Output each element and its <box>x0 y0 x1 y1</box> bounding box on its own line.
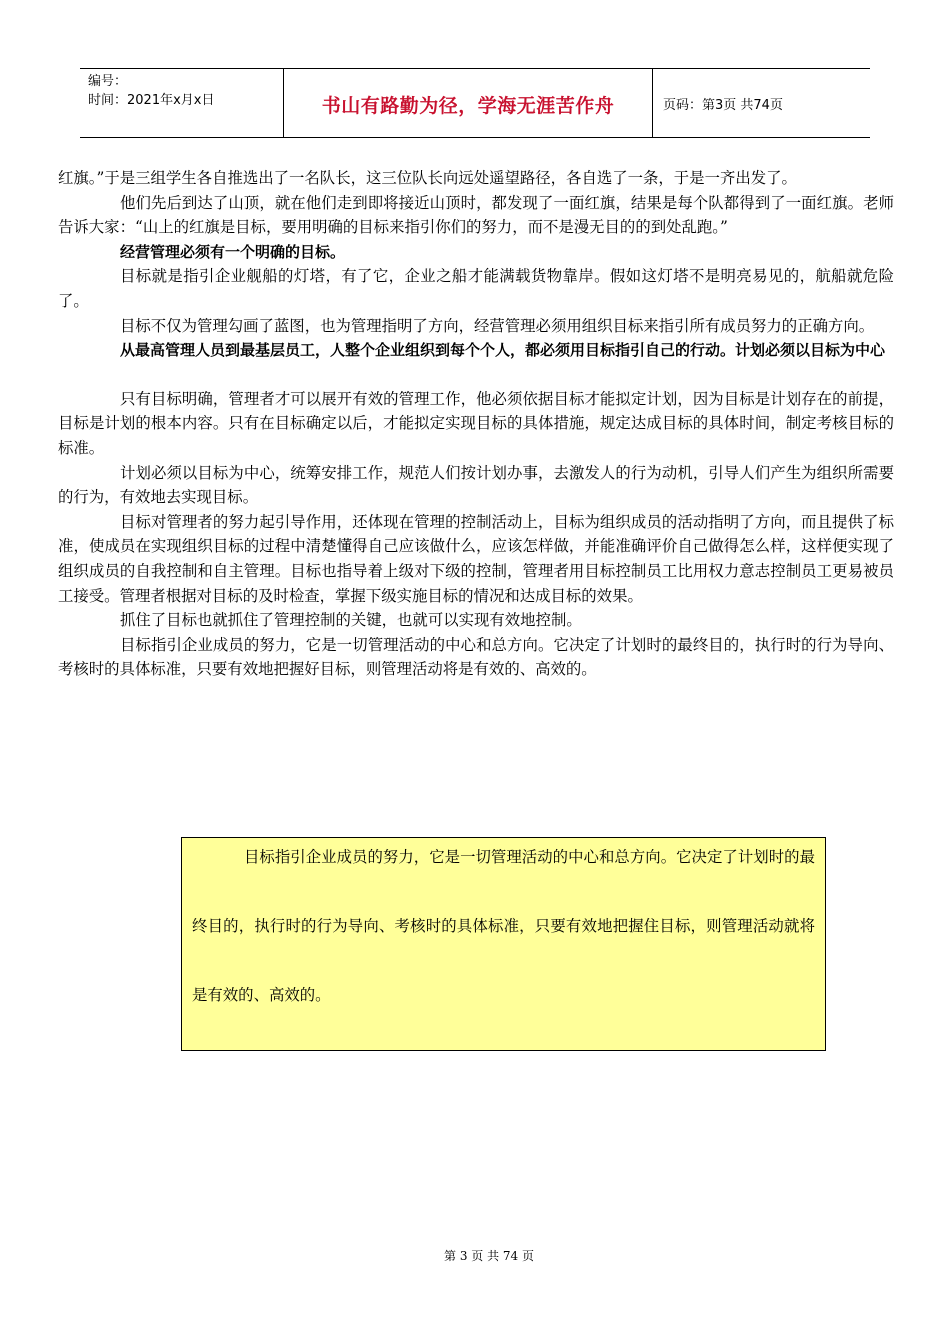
time-label: 时间：2021年x月x日 <box>88 93 215 108</box>
section-heading: 经营管理必须有一个明确的目标。 <box>120 242 346 261</box>
header-motto: 书山有路勤为径，学海无涯苦作舟 <box>321 95 615 117</box>
paragraph: 目标对管理者的努力起引导作用，还体现在管理的控制活动上，目标为组织成员的活动指明了方向，而且提供了标准，使成员在实现组织目标的过程中清楚懂得自己应该做什么，应该怎样做，并能准确评价自己做得怎么样，这样便实现了组织成员的自我控制和自主管理。目标也指导着上级对下级的控制，管理者用目标控制员工比用权力意志控制员工更易被员工接受。管理者根据对目标的及时检查，掌握下级实施目标的情况和达成目标的效果。 <box>58 512 894 605</box>
page-footer: 第 3 页 共 74 页 <box>444 1249 534 1263</box>
code-label: 编号： <box>88 74 128 89</box>
spacer <box>58 363 894 387</box>
header-meta-cell <box>80 69 284 137</box>
paragraph: 抓住了目标也就抓住了管理控制的关键，也就可以实现有效地控制。 <box>120 611 582 630</box>
paragraph: 目标不仅为管理勾画了蓝图，也为管理指明了方向，经营管理必须用组织目标来指引所有成员努力的正确方向。 <box>120 316 875 335</box>
header-motto-cell <box>284 69 653 137</box>
paragraph: 他们先后到达了山顶，就在他们走到即将接近山顶时，都发现了一面红旗，结果是每个队都得到了一面红旗。老师告诉大家：“山上的红旗是目标，要用明确的目标来指引你们的努力，而不是漫无目的的到处乱跑。” <box>58 193 894 237</box>
highlight-callout-box <box>181 837 826 1051</box>
document-body <box>58 166 894 682</box>
callout-text: 目标指引企业成员的努力，它是一切管理活动的中心和总方向。它决定了计划时的最终目的，执行时的行为导向、考核时的具体标准，只要有效地把握住目标，则管理活动就将是有效的、高效的。 <box>192 848 815 1004</box>
paragraph: 红旗。”于是三组学生各自推选出了一名队长，这三位队长向远处遥望路径，各自选了一条，于是一齐出发了。 <box>58 169 797 187</box>
paragraph: 目标指引企业成员的努力，它是一切管理活动的中心和总方向。它决定了计划时的最终目的，执行时的行为导向、考核时的具体标准，只要有效地把握好目标，则管理活动将是有效的、高效的。 <box>58 635 894 679</box>
paragraph: 目标就是指引企业舰船的灯塔，有了它，企业之船才能满载货物靠岸。假如这灯塔不是明亮易见的，航船就危险了。 <box>58 267 894 310</box>
paragraph: 只有目标明确，管理者才可以展开有效的管理工作，他必须依据目标才能拟定计划，因为目标是计划存在的前提，目标是计划的根本内容。只有在目标确定以后，才能拟定实现目标的具体措施，规定达成目标的具体时间，制定考核目标的标准。 <box>58 389 894 457</box>
header-page-info: 页码：第3页 共74页 <box>663 98 783 113</box>
paragraph: 计划必须以目标为中心，统筹安排工作，规范人们按计划办事，去激发人的行为动机，引导人们产生为组织所需要的行为，有效地去实现目标。 <box>58 463 894 507</box>
document-header <box>80 68 870 138</box>
header-page-cell <box>653 69 870 137</box>
section-heading: 从最高管理人员到最基层员工，人整个企业组织到每个个人，都必须用目标指引自己的行动。计划必须以目标为中心 <box>120 341 886 360</box>
